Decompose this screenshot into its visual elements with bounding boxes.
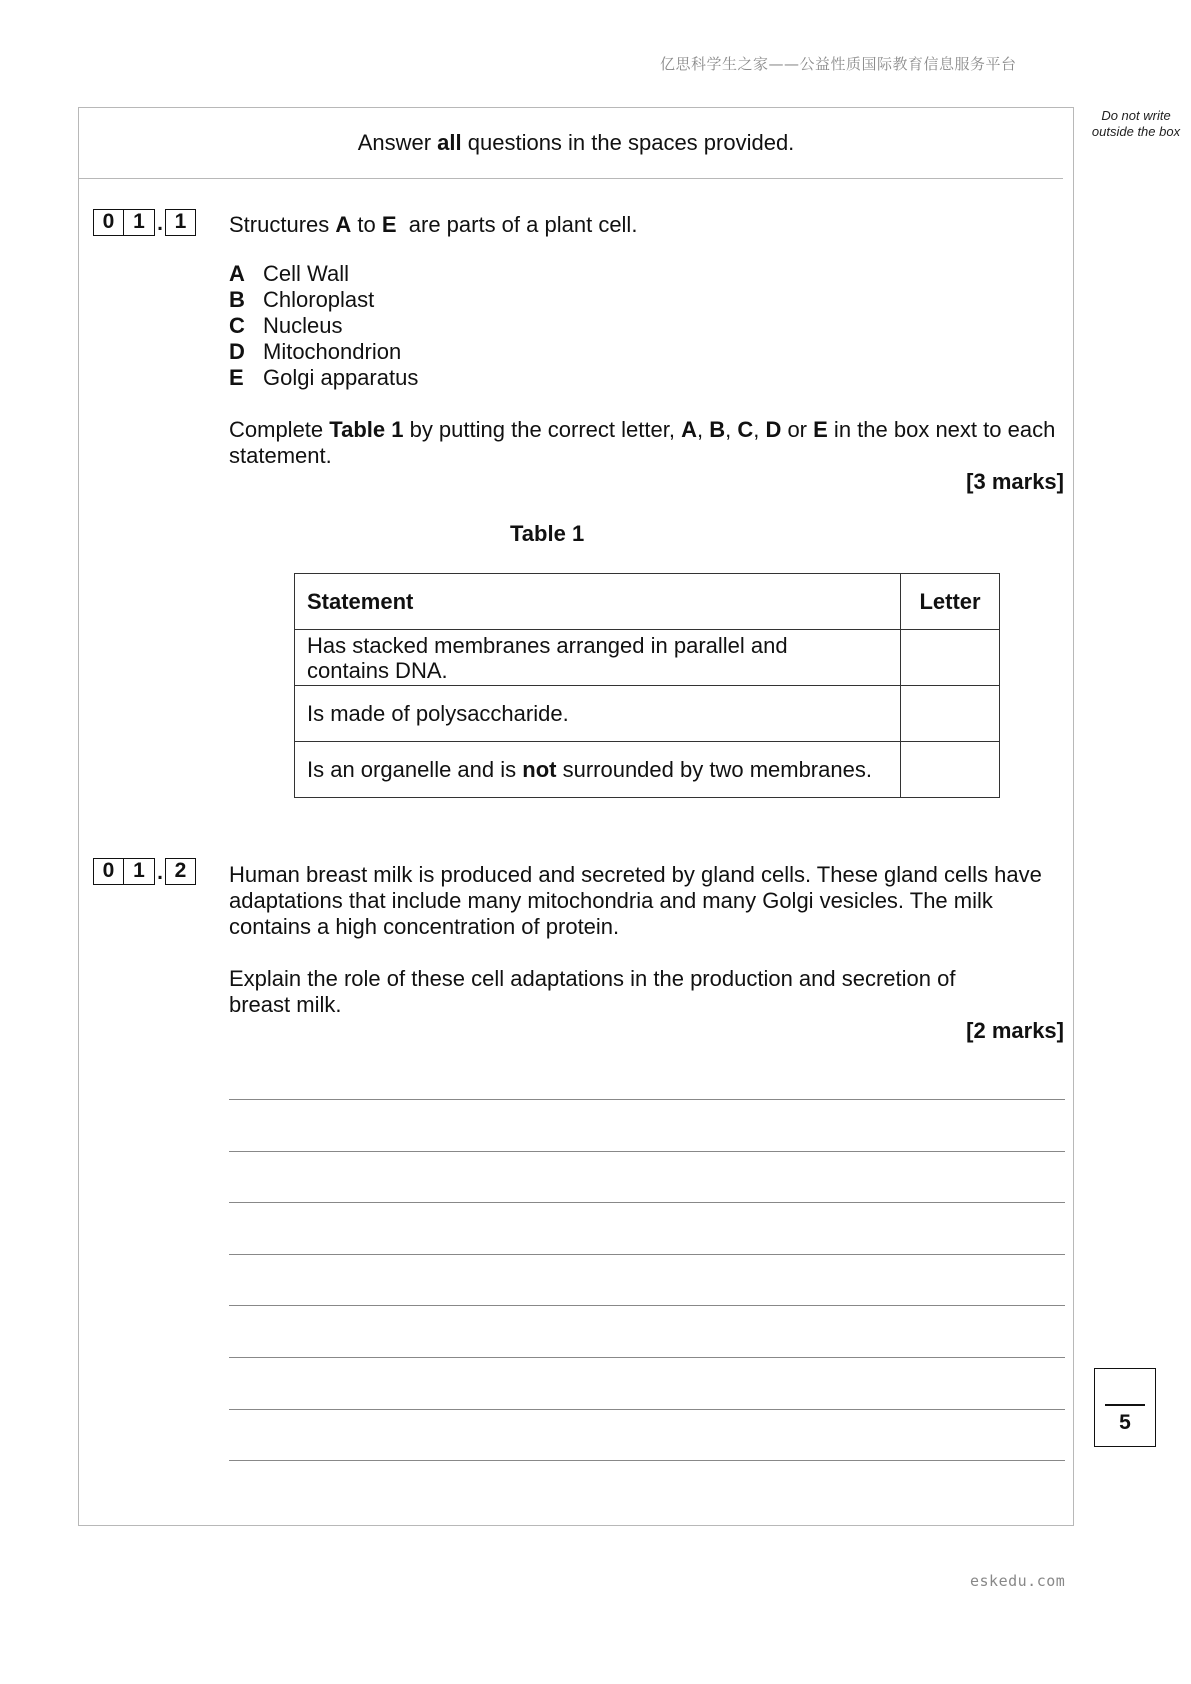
- q1-instr-text: ,: [725, 417, 738, 442]
- q1-instruction: [229, 417, 1069, 469]
- q1-instr-bold: B: [709, 417, 726, 442]
- structure-letter: C: [229, 313, 245, 338]
- statement-text: Has stacked membranes arranged in parallel and contains DNA.: [307, 632, 788, 683]
- statement-text: Is an organelle and is: [307, 757, 523, 782]
- q1-stem-bold: A: [335, 212, 352, 237]
- qnum-dot: .: [157, 212, 163, 235]
- q1-instr-bold: A: [681, 417, 697, 442]
- q1-instr-text: ,: [753, 417, 766, 442]
- answer-line[interactable]: [229, 1460, 1065, 1461]
- score-total: 5: [1119, 1411, 1131, 1434]
- qnum-digit: 0: [93, 209, 124, 236]
- structure-letter: B: [229, 287, 245, 312]
- table-row: [295, 630, 1000, 686]
- q1-instr-text: or: [781, 417, 814, 442]
- structure-item: [229, 313, 418, 339]
- q2-task: Explain the role of these cell adaptations in the production and secretion of breast milk.: [229, 966, 956, 1017]
- instructions-bold: all: [437, 130, 462, 155]
- statement-cell: [295, 742, 901, 798]
- qnum-digit: 1: [165, 209, 196, 236]
- structure-name: Mitochondrion: [263, 339, 402, 364]
- structure-name: Chloroplast: [263, 287, 375, 312]
- table-row: [295, 742, 1000, 798]
- statement-text: Is made of polysaccharide.: [307, 701, 569, 726]
- frame-divider: [78, 178, 1063, 179]
- structure-letter: D: [229, 339, 245, 364]
- statement-cell: [295, 686, 901, 742]
- letter-answer-box[interactable]: [901, 686, 1000, 742]
- instructions-post: questions in the spaces provided.: [461, 130, 795, 155]
- statement-bold: not: [522, 757, 557, 782]
- question-number-01-1: [93, 209, 196, 236]
- answer-line[interactable]: [229, 1254, 1065, 1255]
- q1-stem: [229, 212, 637, 238]
- statement-cell: [295, 630, 901, 686]
- question-number-01-2: [93, 858, 196, 885]
- q1-stem-bold: E: [381, 212, 397, 237]
- q2-stem: Human breast milk is produced and secreted by gland cells. These gland cells have adaptations that include many mitochondria and many Golgi vesicles. The milk contains a high concentration of protein.: [229, 862, 1042, 939]
- structure-item: [229, 365, 418, 391]
- answer-line[interactable]: [229, 1202, 1065, 1203]
- q1-instr-text: by putting the correct letter,: [403, 417, 682, 442]
- q1-instr-bold: C: [737, 417, 754, 442]
- score-rule: [1105, 1404, 1145, 1406]
- qnum-digit: 1: [124, 209, 155, 236]
- structure-item: [229, 287, 418, 313]
- answer-line[interactable]: [229, 1305, 1065, 1306]
- instructions-pre: Answer: [357, 130, 438, 155]
- letter-answer-box[interactable]: [901, 742, 1000, 798]
- q1-instr-text: ,: [696, 417, 710, 442]
- structure-item: [229, 261, 418, 287]
- qnum-digit: 1: [124, 858, 155, 885]
- q1-stem-text: to: [351, 212, 382, 237]
- structure-letter: A: [229, 261, 245, 286]
- footer-site: eskedu.com: [970, 1572, 1066, 1590]
- qnum-digit: 0: [93, 858, 124, 885]
- answer-line[interactable]: [229, 1151, 1065, 1152]
- qnum-dot: .: [157, 861, 163, 884]
- answer-line[interactable]: [229, 1409, 1065, 1410]
- answer-frame: [78, 107, 1074, 1526]
- statement-text: surrounded by two membranes.: [556, 757, 872, 782]
- margin-note: Do not write outside the box: [1091, 108, 1181, 139]
- structure-item: [229, 339, 418, 365]
- header-statement: Statement: [295, 574, 901, 630]
- header-letter: Letter: [901, 574, 1000, 630]
- structure-list: [229, 261, 418, 391]
- instructions: [78, 130, 1074, 156]
- table-title: Table 1: [510, 521, 585, 546]
- q1-instr-text: in the box next to each statement.: [229, 417, 1056, 468]
- q2-marks: [2 marks]: [966, 1018, 1064, 1043]
- q1-stem-text: are parts of a plant cell.: [396, 212, 638, 237]
- q1-instr-text: Complete: [229, 417, 330, 442]
- header-watermark: 亿思科学生之家——公益性质国际教育信息服务平台: [660, 55, 1017, 73]
- letter-answer-box[interactable]: [901, 630, 1000, 686]
- answer-line[interactable]: [229, 1357, 1065, 1358]
- qnum-digit: 2: [165, 858, 196, 885]
- q1-marks: [3 marks]: [966, 469, 1064, 494]
- structure-letter: E: [229, 365, 244, 390]
- table-row: [295, 686, 1000, 742]
- table-1: [294, 573, 1000, 798]
- table-header-row: [295, 574, 1000, 630]
- q1-stem-text: Structures: [229, 212, 336, 237]
- structure-name: Nucleus: [263, 313, 343, 338]
- q1-instr-bold: D: [765, 417, 782, 442]
- structure-name: Golgi apparatus: [263, 365, 419, 390]
- q1-instr-bold: Table 1: [329, 417, 404, 442]
- score-box: [1094, 1368, 1156, 1447]
- q1-instr-bold: E: [813, 417, 828, 442]
- structure-name: Cell Wall: [263, 261, 349, 286]
- answer-line[interactable]: [229, 1099, 1065, 1100]
